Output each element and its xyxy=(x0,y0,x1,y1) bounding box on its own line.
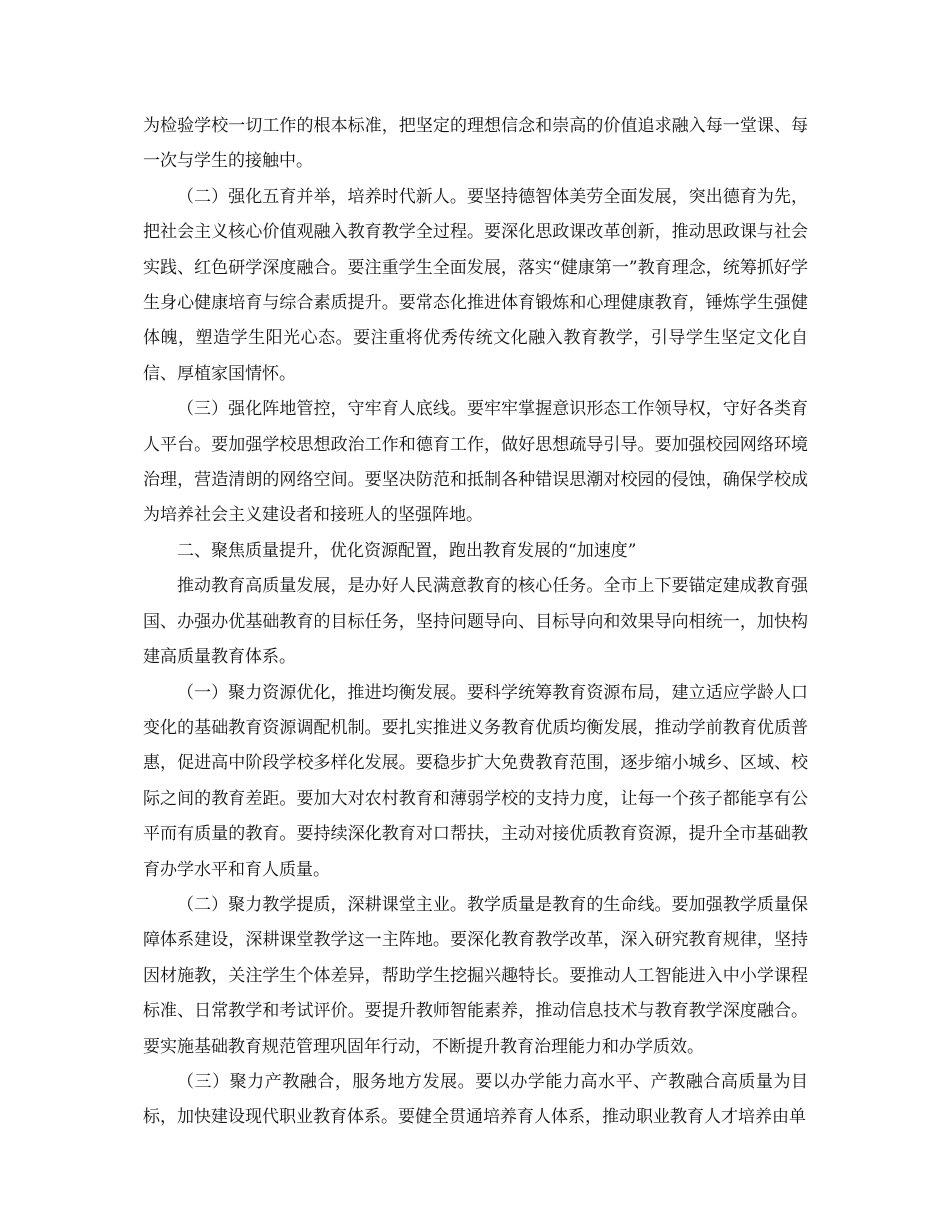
paragraph-resource-optimization: （一）聚力资源优化，推进均衡发展。要科学统筹教育资源布局，建立适应学龄人口变化的基础教育资源调配机制。要扎实推进义务教育优质均衡发展，推动学前教育优质普惠，促进高中阶段学校多样化发展。要稳步扩大免费教育范围，逐步缩小城乡、区域、校际之间的教育差距。要加大对农村教育和薄弱学校的支持力度，让每一个孩子都能享有公平而有质量的教育。要持续深化教育对口帮扶，主动对接优质教育资源，提升全市基础教育办学水平和育人质量。 xyxy=(143,682,808,880)
paragraph-industry-education: （三）聚力产教融合，服务地方发展。要以办学能力高水平、产教融合高质量为目标，加快建设现代职业教育体系。要健全贯通培养育人体系，推动职业教育人才培养由单 xyxy=(143,1071,808,1128)
paragraph-teaching-quality: （二）聚力教学提质，深耕课堂主业。教学质量是教育的生命线。要加强教学质量保障体系建设，深耕课堂教学这一主阵地。要深化教育教学改革，深入研究教育规律，坚持因材施教，关注学生个体差异，帮助学生挖掘兴趣特长。要推动人工智能进入中小学课程标准、日常教学和考试评价。要提升教师智能素养，推动信息技术与教育教学深度融合。要实施基础教育规范管理巩固年行动，不断提升教育治理能力和办学质效。 xyxy=(143,894,808,1057)
section-heading-quality: 二、聚焦质量提升，优化资源配置，跑出教育发展的“加速度” xyxy=(177,540,637,561)
paragraph-five-education: （二）强化五育并举，培养时代新人。要坚持德智体美劳全面发展，突出德育为先，把社会主义核心价值观融入教育教学全过程。要深化思政课改革创新，推动思政课与社会实践、红色研学深度融合。要注重学生全面发展，落实“健康第一”教育理念，统筹抓好学生身心健康培育与综合素质提升。要常态化推进体育锻炼和心理健康教育，锤炼学生强健体魄，塑造学生阳光心态。要注重将优秀传统文化融入教育教学，引导学生坚定文化自信、厚植家国情怀。 xyxy=(143,186,808,384)
paragraph-quality-intro: 推动教育高质量发展，是办好人民满意教育的核心任务。全市上下要锚定建成教育强国、办强办优基础教育的目标任务，坚持问题导向、目标导向和效果导向相统一，加快构建高质量教育体系。 xyxy=(143,576,808,668)
paragraph-continuation: 为检验学校一切工作的根本标准，把坚定的理想信念和崇高的价值追求融入每一堂课、每一次与学生的接触中。 xyxy=(143,116,808,172)
paragraph-position-control: （三）强化阵地管控，守牢育人底线。要牢牢掌握意识形态工作领导权，守好各类育人平台。要加强学校思想政治工作和德育工作，做好思想疏导引导。要加强校园网络环境治理，营造清朗的网络空间。要坚决防范和抵制各种错误思潮对校园的侵蚀，确保学校成为培养社会主义建设者和接班人的坚强阵地。 xyxy=(143,399,808,526)
document-body xyxy=(143,109,808,1136)
